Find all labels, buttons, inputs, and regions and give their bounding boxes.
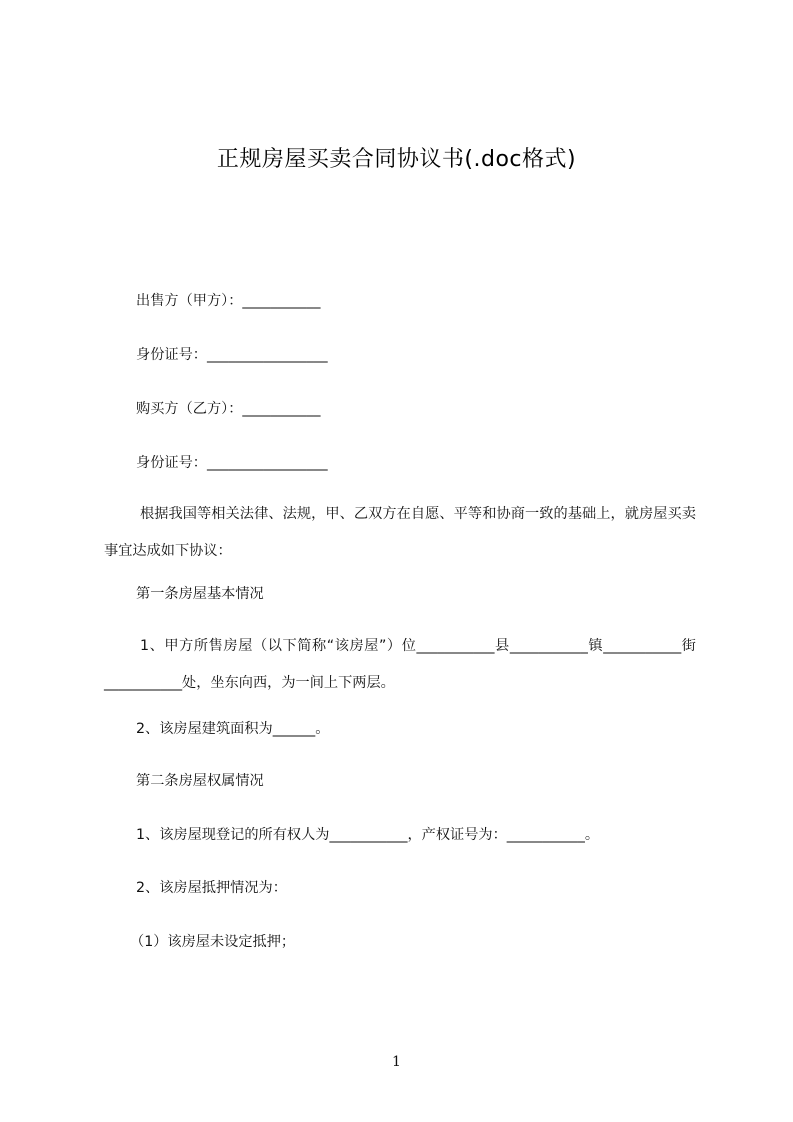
- document-title: 正规房屋买卖合同协议书(.doc格式): [216, 147, 577, 172]
- seller-id-field: 身份证号：_________________: [136, 347, 328, 363]
- article2-heading: 第二条房屋权属情况: [136, 773, 264, 789]
- page-number: 1: [392, 1054, 401, 1070]
- article1-item2: 2、该房屋建筑面积为______。: [136, 721, 330, 737]
- article1-heading: 第一条房屋基本情况: [136, 586, 264, 602]
- seller-field: 出售方（甲方）：___________: [136, 293, 321, 309]
- article2-item2: 2、该房屋抵押情况为：: [136, 880, 287, 896]
- preamble-paragraph: 根据我国等相关法律、法规，甲、乙双方在自愿、平等和协商一致的基础上，就房屋买卖事宜达成如下协议：: [104, 506, 696, 559]
- article2-item1: 1、该房屋现登记的所有权人为___________，产权证号为：___________。: [136, 827, 600, 843]
- article1-item1-paragraph: 1、甲方所售房屋（以下简称“该房屋”）位___________县___________镇___________街___________处，坐东向西，为一间上下两层。: [104, 638, 696, 691]
- buyer-id-field: 身份证号：_________________: [136, 455, 328, 471]
- buyer-field: 购买方（乙方）：___________: [136, 401, 321, 417]
- article2-sub1: （1）该房屋未设定抵押；: [130, 934, 296, 950]
